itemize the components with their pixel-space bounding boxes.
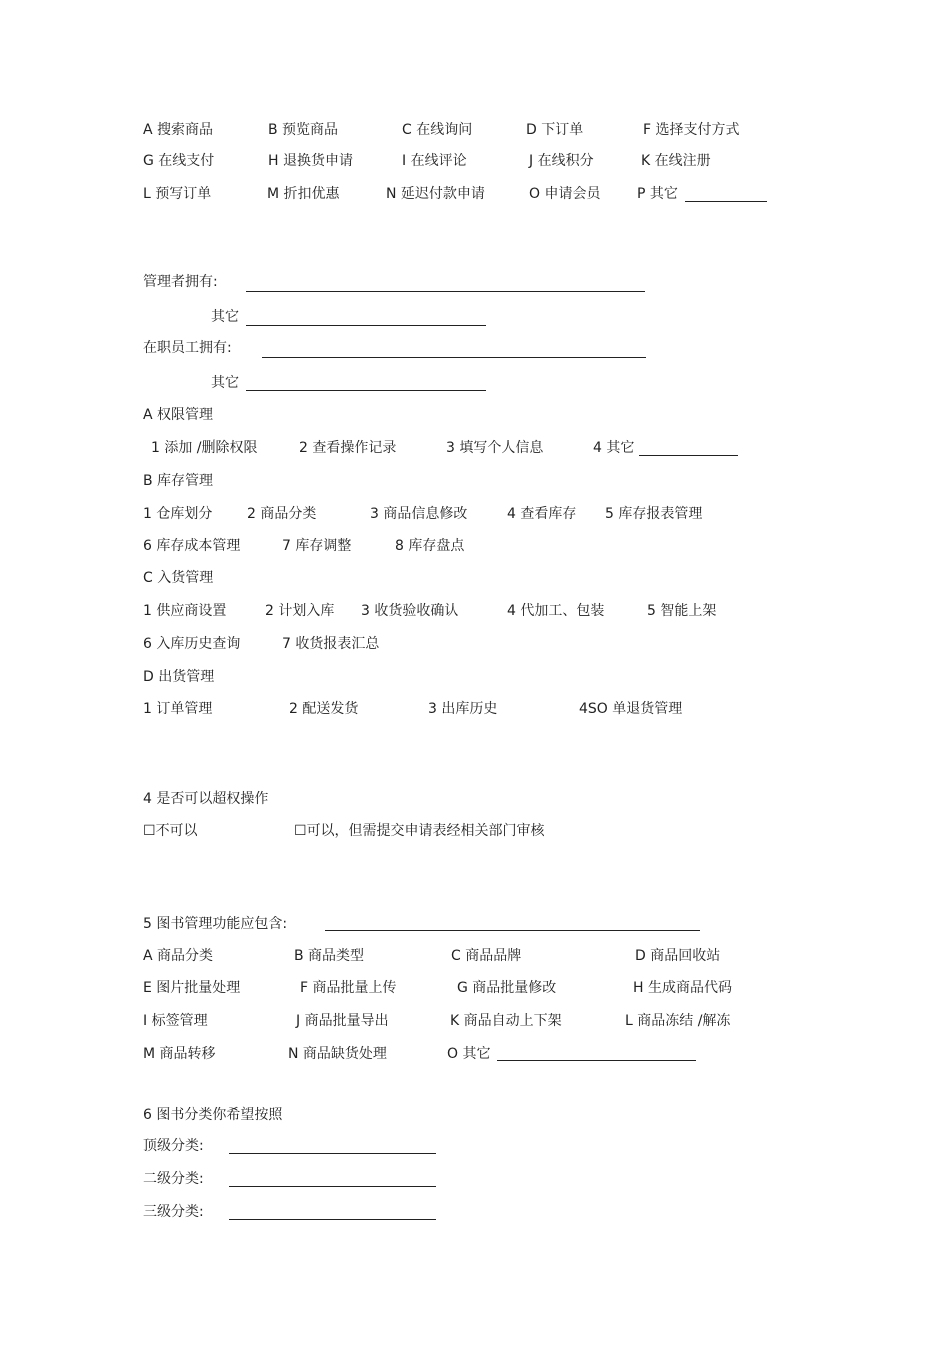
perm-b-item-5: 5 库存报表管理 bbox=[605, 506, 703, 522]
perm-a-item-4: 4 其它 bbox=[593, 440, 635, 456]
option-o-member: O 申请会员 bbox=[529, 186, 601, 202]
option-g-online-pay: G 在线支付 bbox=[143, 153, 215, 169]
q6-level2-label: 二级分类: bbox=[143, 1171, 204, 1187]
q4-option-1-label: 不可以 bbox=[155, 823, 198, 839]
option-h-return: H 退换货申请 bbox=[268, 153, 353, 169]
q5-m: M 商品转移 bbox=[143, 1046, 216, 1062]
perm-c-item-7: 7 收货报表汇总 bbox=[282, 636, 380, 652]
perm-a-item-1: 1 添加 /删除权限 bbox=[151, 440, 258, 456]
q4-title: 4 是否可以超权操作 bbox=[143, 791, 269, 807]
perm-b-item-2: 2 商品分类 bbox=[247, 506, 317, 522]
q6-level1-blank[interactable] bbox=[229, 1153, 436, 1154]
perm-a-item-2: 2 查看操作记录 bbox=[299, 440, 397, 456]
checkbox-icon[interactable]: ☐ bbox=[294, 823, 307, 839]
option-p-other-blank[interactable] bbox=[685, 201, 767, 202]
perm-c-item-2: 2 计划入库 bbox=[265, 603, 335, 619]
q5-c: C 商品品牌 bbox=[451, 948, 522, 964]
q5-h: H 生成商品代码 bbox=[633, 980, 732, 996]
q5-blank[interactable] bbox=[325, 930, 700, 931]
perm-a-item-3: 3 填写个人信息 bbox=[446, 440, 544, 456]
q4-option-1[interactable] bbox=[143, 822, 198, 840]
perm-b-item-8: 8 库存盘点 bbox=[395, 538, 465, 554]
q6-level3-blank[interactable] bbox=[229, 1219, 436, 1220]
q4-option-2[interactable] bbox=[294, 822, 545, 840]
q5-b: B 商品类型 bbox=[294, 948, 365, 964]
staff-other-blank[interactable] bbox=[246, 390, 486, 391]
perm-b-item-6: 6 库存成本管理 bbox=[143, 538, 241, 554]
option-n-deferred-pay: N 延迟付款申请 bbox=[386, 186, 485, 202]
q5-k: K 商品自动上下架 bbox=[450, 1013, 562, 1029]
option-c-inquiry: C 在线询问 bbox=[402, 122, 473, 138]
q5-other-blank[interactable] bbox=[497, 1060, 696, 1061]
option-b-preview: B 预览商品 bbox=[268, 122, 339, 138]
section-c-title: C 入货管理 bbox=[143, 570, 214, 586]
q6-level1-label: 顶级分类: bbox=[143, 1138, 204, 1154]
perm-b-item-7: 7 库存调整 bbox=[282, 538, 352, 554]
option-j-points: J 在线积分 bbox=[529, 153, 594, 169]
q6-level2-blank[interactable] bbox=[229, 1186, 436, 1187]
section-a-title: A 权限管理 bbox=[143, 407, 214, 423]
perm-d-item-2: 2 配送发货 bbox=[289, 701, 359, 717]
option-m-discount: M 折扣优惠 bbox=[267, 186, 340, 202]
perm-d-item-1: 1 订单管理 bbox=[143, 701, 213, 717]
option-a-search: A 搜索商品 bbox=[143, 122, 214, 138]
q4-option-2-label: 可以，但需提交申请表经相关部门审核 bbox=[306, 823, 545, 839]
option-p-other: P 其它 bbox=[637, 186, 678, 202]
q6-level3-label: 三级分类: bbox=[143, 1204, 204, 1220]
perm-d-item-3: 3 出库历史 bbox=[428, 701, 498, 717]
option-d-order: D 下订单 bbox=[526, 122, 584, 138]
option-f-payment-method: F 选择支付方式 bbox=[643, 122, 740, 138]
manager-other-label: 其它 bbox=[211, 309, 239, 325]
perm-b-item-4: 4 查看库存 bbox=[507, 506, 577, 522]
staff-other-label: 其它 bbox=[211, 375, 239, 391]
q5-d: D 商品回收站 bbox=[635, 948, 721, 964]
perm-c-item-6: 6 入库历史查询 bbox=[143, 636, 241, 652]
staff-label: 在职员工拥有: bbox=[143, 340, 232, 356]
manager-label: 管理者拥有: bbox=[143, 274, 218, 290]
q6-title: 6 图书分类你希望按照 bbox=[143, 1107, 283, 1123]
q5-e: E 图片批量处理 bbox=[143, 980, 241, 996]
manager-other-blank[interactable] bbox=[246, 325, 486, 326]
perm-b-item-1: 1 仓库划分 bbox=[143, 506, 213, 522]
q5-j: J 商品批量导出 bbox=[296, 1013, 389, 1029]
q5-title: 5 图书管理功能应包含: bbox=[143, 916, 288, 932]
option-k-register: K 在线注册 bbox=[641, 153, 711, 169]
q5-i: I 标签管理 bbox=[143, 1013, 208, 1029]
perm-b-item-3: 3 商品信息修改 bbox=[370, 506, 468, 522]
perm-c-item-5: 5 智能上架 bbox=[647, 603, 717, 619]
section-d-title: D 出货管理 bbox=[143, 669, 215, 685]
option-i-review: I 在线评论 bbox=[402, 153, 467, 169]
perm-c-item-4: 4 代加工、包装 bbox=[507, 603, 605, 619]
perm-a-other-blank[interactable] bbox=[639, 455, 738, 456]
q5-n: N 商品缺货处理 bbox=[288, 1046, 387, 1062]
option-l-preorder: L 预写订单 bbox=[143, 186, 212, 202]
perm-c-item-1: 1 供应商设置 bbox=[143, 603, 227, 619]
section-b-title: B 库存管理 bbox=[143, 473, 214, 489]
checkbox-icon[interactable]: ☐ bbox=[143, 823, 156, 839]
staff-blank[interactable] bbox=[262, 357, 646, 358]
q5-g: G 商品批量修改 bbox=[457, 980, 557, 996]
q5-a: A 商品分类 bbox=[143, 948, 214, 964]
q5-o: O 其它 bbox=[447, 1046, 491, 1062]
q5-l: L 商品冻结 /解冻 bbox=[625, 1013, 731, 1029]
perm-c-item-3: 3 收货验收确认 bbox=[361, 603, 459, 619]
perm-d-item-4: 4SO 单退货管理 bbox=[579, 701, 683, 717]
manager-blank[interactable] bbox=[246, 291, 645, 292]
q5-f: F 商品批量上传 bbox=[300, 980, 397, 996]
